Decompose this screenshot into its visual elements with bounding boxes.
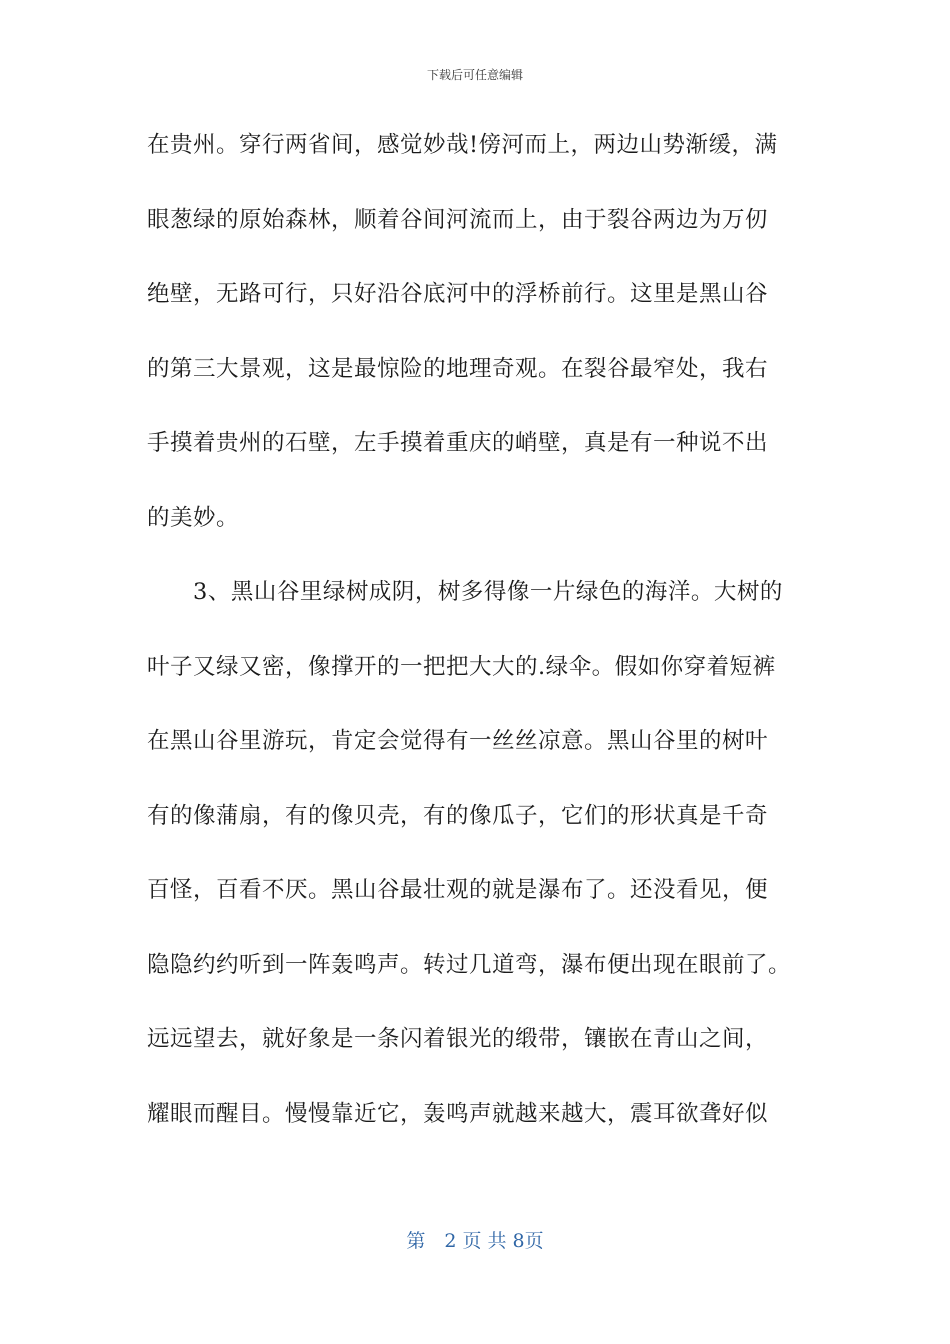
text-line: 有的像蒲扇，有的像贝壳，有的像瓜子，它们的形状真是千奇 [147,802,769,829]
page-header: 下载后可任意编辑 [426,68,523,82]
text-line: 隐隐约约听到一阵轰鸣声。转过几道弯，瀑布便出现在眼前了。 [147,951,792,978]
text-line: 百怪，百看不厌。黑山谷最壮观的就是瀑布了。还没看见，便 [147,877,769,903]
document-body [147,120,807,1163]
text-line: 的第三大景观，这是最惊险的地理奇观。在裂谷最窄处，我右 [147,355,769,382]
text-line: 远远望去，就好象是一条闪着银光的缎带，镶嵌在青山之间， [147,1026,769,1052]
text-line: 在黑山谷里游玩，肯定会觉得有一丝丝凉意。黑山谷里的树叶 [147,728,769,754]
text-line: 手摸着贵州的石壁，左手摸着重庆的峭壁，真是有一种说不出 [147,430,769,456]
text-line: 在贵州。穿行两省间，感觉妙哉!傍河而上，两边山势渐缓，满 [147,132,778,158]
text-line: 3、黑山谷里绿树成阴，树多得像一片绿色的海洋。大树的 [147,579,783,605]
text-line: 绝壁，无路可行，只好沿谷底河中的浮桥前行。这里是黑山谷 [147,281,769,307]
text-line: 耀眼而醒目。慢慢靠近它，轰鸣声就越来越大，震耳欲聋好似 [147,1100,769,1127]
text-line: 眼葱绿的原始森林，顺着谷间河流而上，由于裂谷两边为万仞 [147,206,769,233]
text-line: 叶子又绿又密，像撑开的一把把大大的.绿伞。假如你穿着短裤 [147,653,776,680]
text-line: 的美妙。 [147,504,240,531]
page-footer: 第 2 页 共 8页 [406,1230,544,1252]
